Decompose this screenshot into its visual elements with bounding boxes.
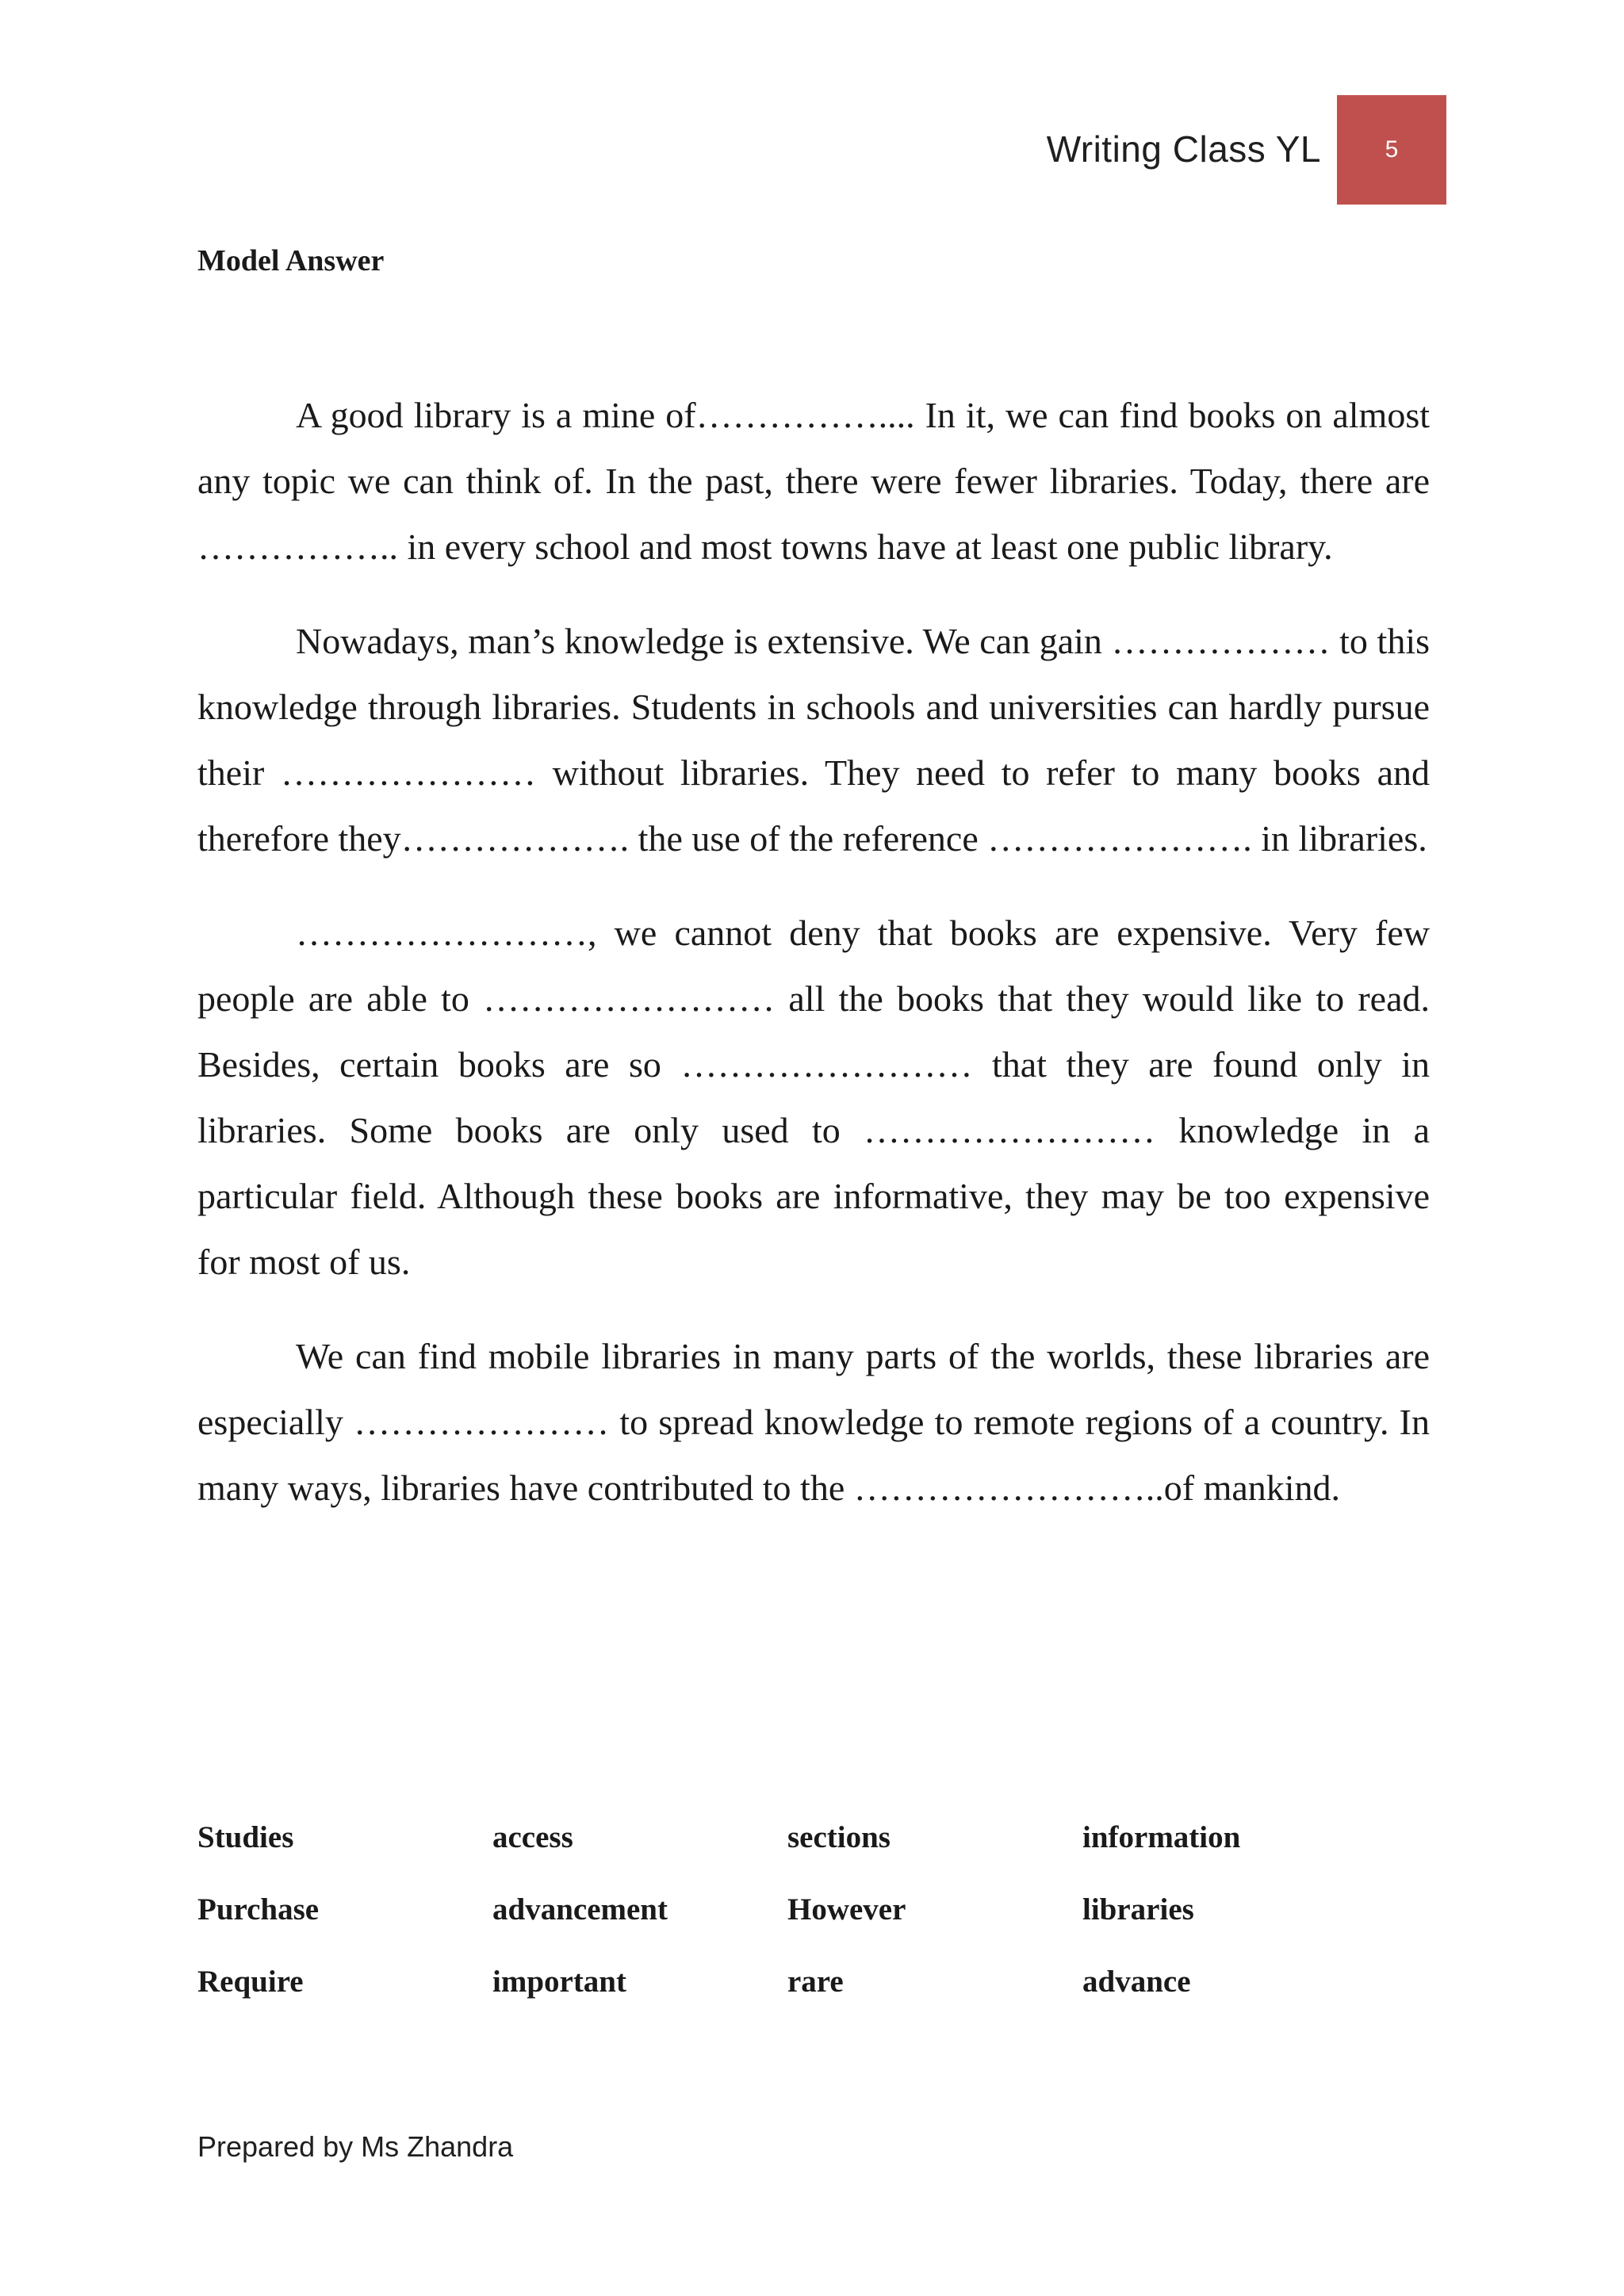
word-bank-item: information: [1082, 1820, 1241, 1854]
word-bank-item: However: [787, 1892, 906, 1927]
word-bank-item: Require: [197, 1965, 304, 1999]
word-bank-item: advancement: [492, 1892, 668, 1927]
word-bank-item: rare: [787, 1965, 844, 1999]
paragraph-1: A good library is a mine of…………….... In it, we can find books on almost any topic we can think of. In the past, there were fewer libraries. Today, there are …………….. in every school and most towns have at least one public library.: [197, 395, 1430, 567]
model-answer-body: [197, 382, 1430, 1549]
section-heading: Model Answer: [197, 244, 385, 277]
paragraph-4: We can find mobile libraries in many parts of the worlds, these libraries are especially ………………… to spread knowledge to remote regions of a country. In many ways, libraries have contributed to the ……………………..of mankind.: [197, 1336, 1430, 1508]
word-bank-item: Studies: [197, 1820, 294, 1854]
footer-credit: Prepared by Ms Zhandra: [197, 2130, 514, 2163]
page-number-badge: [1337, 95, 1446, 205]
word-bank-item: advance: [1082, 1965, 1191, 1999]
word-bank-item: libraries: [1082, 1892, 1194, 1927]
paragraph-3: ……………………, we cannot deny that books are expensive. Very few people are able to …………………… all the books that they would like to read. Besides, certain books are so …………………… that they are found only in libraries. Some books are only used to …………………… knowledge in a particular field. Although these books are informative, they may be too expensive for most of us.: [197, 913, 1430, 1282]
word-bank-item: access: [492, 1820, 573, 1854]
word-bank-item: Purchase: [197, 1892, 320, 1927]
header-title: Writing Class YL: [1046, 128, 1321, 170]
word-bank-item: important: [492, 1965, 626, 1999]
paragraph-2: Nowadays, man’s knowledge is extensive. We can gain ……………… to this knowledge through libraries. Students in schools and universities can hardly pursue their ………………… without libraries. They need to refer to many books and therefore they………………. the use of the reference …………………. in libraries.: [197, 621, 1430, 859]
word-bank: [197, 1817, 1430, 2003]
page-number: 5: [1385, 136, 1399, 163]
word-bank-item: sections: [787, 1820, 891, 1854]
